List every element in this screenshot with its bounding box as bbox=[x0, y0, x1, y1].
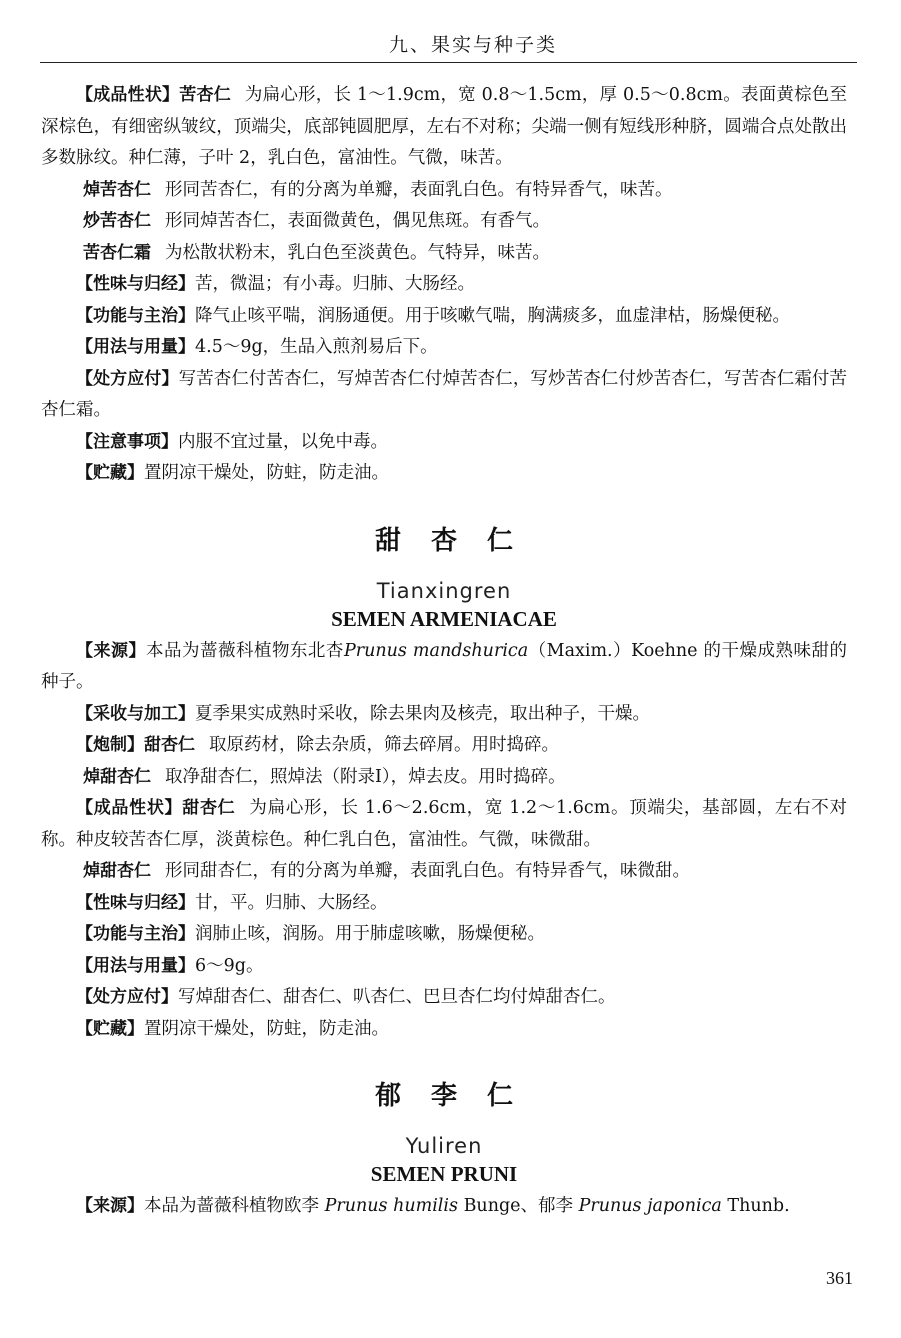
paragraph bbox=[41, 762, 847, 794]
herb-name: 甜杏仁 bbox=[144, 735, 195, 755]
section-tag: 【采收与加工】 bbox=[76, 703, 195, 724]
herb-name: 焯苦杏仁 bbox=[83, 179, 151, 200]
header-title: 九、果实与种子类 bbox=[388, 34, 557, 56]
paragraph-text: 取原药材，除去杂质，筛去碎屑。用时捣碎。 bbox=[209, 735, 559, 755]
paragraph bbox=[41, 269, 847, 301]
section-tag: 【注意事项】 bbox=[76, 431, 178, 452]
section-tag: 【用法与用量】 bbox=[76, 337, 195, 357]
paragraph-text: 写焯甜杏仁、甜杏仁、叭杏仁、巴旦杏仁均付焯甜杏仁。 bbox=[178, 987, 616, 1007]
paragraph bbox=[41, 888, 847, 920]
paragraph bbox=[41, 1191, 847, 1223]
paragraph bbox=[41, 730, 847, 762]
paragraph-text: 甘，平。归肺、大肠经。 bbox=[195, 892, 388, 913]
section-tag: 【贮藏】 bbox=[76, 463, 144, 483]
paragraph bbox=[41, 80, 847, 175]
monograph-pinyin: Tianxingren bbox=[376, 578, 512, 603]
paragraph bbox=[41, 982, 847, 1014]
section-tag: 【性味与归经】 bbox=[76, 274, 195, 294]
paragraph-text: 降气止咳平喘，润肠通便。用于咳嗽气喘，胸满痰多，血虚津枯，肠燥便秘。 bbox=[195, 305, 790, 326]
herb-name: 甜杏仁 bbox=[182, 798, 236, 818]
section-tag: 【来源】 bbox=[76, 640, 146, 661]
herb-name: 苦杏仁霜 bbox=[83, 242, 151, 263]
paragraph bbox=[41, 301, 847, 333]
section-tag: 【成品性状】 bbox=[76, 798, 183, 818]
paragraph-text: 写苦杏仁付苦杏仁，写焯苦杏仁付焯苦杏仁，写炒苦杏仁付炒苦杏仁，写苦杏仁霜付苦杏仁霜。 bbox=[41, 368, 848, 420]
running-header bbox=[40, 26, 857, 63]
paragraph bbox=[41, 793, 847, 856]
section-tag: 【炮制】 bbox=[76, 735, 144, 755]
paragraph-text: 为扁心形，长 1.6～2.6cm，宽 1.2～1.6cm。顶端尖，基部圆，左右不对称。种皮较苦杏仁厚，淡黄棕色。种仁乳白色，富油性。气微，味微甜。 bbox=[41, 798, 848, 850]
section-tag: 【处方应付】 bbox=[76, 368, 179, 389]
section-tag: 【贮藏】 bbox=[76, 1018, 144, 1039]
paragraph-text: 取净甜杏仁，照焯法（附录Ⅰ），焯去皮。用时捣碎。 bbox=[165, 766, 566, 787]
page-number: 361 bbox=[826, 1268, 853, 1288]
monograph-pinyin: Yuliren bbox=[405, 1134, 483, 1158]
page-content bbox=[41, 80, 847, 1223]
section-tag: 【来源】 bbox=[76, 1196, 144, 1216]
paragraph bbox=[41, 856, 847, 888]
latin-species-name: Prunus humilis bbox=[324, 1196, 458, 1216]
latin-species-name: Prunus mandshurica bbox=[343, 640, 529, 661]
herb-name: 苦杏仁 bbox=[179, 85, 231, 105]
paragraph bbox=[41, 919, 847, 951]
paragraph-text: 夏季果实成熟时采收，除去果肉及核壳，取出种子，干燥。 bbox=[195, 703, 650, 724]
monograph-latin-name: SEMEN PRUNI bbox=[370, 1162, 518, 1186]
paragraph bbox=[41, 238, 847, 270]
monograph-latin-name: SEMEN ARMENIACAE bbox=[331, 606, 557, 631]
paragraph bbox=[41, 364, 847, 427]
section-tag: 【功能与主治】 bbox=[76, 924, 195, 944]
paragraph-text: 本品为蔷薇科植物东北杏 bbox=[145, 640, 344, 661]
section-tag: 【用法与用量】 bbox=[76, 955, 195, 976]
paragraph-text: 内服不宜过量，以免中毒。 bbox=[178, 431, 388, 452]
paragraph bbox=[41, 699, 847, 731]
paragraph-text: Bunge、郁李 bbox=[463, 1196, 574, 1216]
paragraph-text: 苦，微温；有小毒。归肺、大肠经。 bbox=[195, 274, 475, 294]
monograph-title: 郁李仁 bbox=[374, 1081, 543, 1111]
paragraph-text: Thunb. bbox=[727, 1196, 790, 1216]
paragraph-text: 4.5～9g，生品入煎剂易后下。 bbox=[195, 337, 438, 357]
section-tag: 【功能与主治】 bbox=[76, 305, 195, 326]
herb-name: 炒苦杏仁 bbox=[83, 211, 151, 231]
paragraph-text: （Maxim.）Koehne 的干燥成熟味甜的种子。 bbox=[41, 640, 848, 692]
paragraph-text: 本品为蔷薇科植物欧李 bbox=[144, 1196, 319, 1216]
paragraph bbox=[41, 175, 847, 207]
herb-name: 焯甜杏仁 bbox=[83, 766, 151, 787]
paragraph bbox=[41, 427, 847, 459]
paragraph-text: 为松散状粉末，乳白色至淡黄色。气特异，味苦。 bbox=[165, 242, 550, 263]
paragraph bbox=[41, 636, 847, 699]
paragraph bbox=[41, 206, 847, 238]
paragraph-text: 为扁心形，长 1～1.9cm，宽 0.8～1.5cm，厚 0.5～0.8cm。表面黄棕色至深棕色，有细密纵皱纹，顶端尖，底部钝圆肥厚，左右不对称；尖端一侧有短线形种脐，圆端合点处散出多数脉纹。种仁薄，子叶 2，乳白色，富油性。气微，味苦。 bbox=[41, 85, 848, 168]
paragraph-text: 润肺止咳，润肠。用于肺虚咳嗽，肠燥便秘。 bbox=[195, 924, 545, 944]
paragraph-text: 置阴凉干燥处，防蛀，防走油。 bbox=[144, 1018, 389, 1039]
paragraph bbox=[41, 332, 847, 364]
paragraph-text: 形同焯苦杏仁，表面微黄色，偶见焦斑。有香气。 bbox=[165, 211, 550, 231]
paragraph-text: 形同苦杏仁，有的分离为单瓣，表面乳白色。有特异香气，味苦。 bbox=[165, 179, 673, 200]
paragraph-text: 形同甜杏仁，有的分离为单瓣，表面乳白色。有特异香气，味微甜。 bbox=[165, 861, 690, 881]
paragraph-text: 6～9g。 bbox=[195, 955, 264, 976]
section-tag: 【成品性状】 bbox=[76, 85, 180, 105]
paragraph bbox=[41, 1014, 847, 1046]
section-tag: 【性味与归经】 bbox=[76, 892, 195, 913]
paragraph bbox=[41, 458, 847, 490]
herb-name: 焯甜杏仁 bbox=[83, 861, 151, 881]
monograph-title: 甜杏仁 bbox=[374, 525, 543, 556]
paragraph bbox=[41, 951, 847, 983]
paragraph-text: 置阴凉干燥处，防蛀，防走油。 bbox=[144, 463, 389, 483]
section-tag: 【处方应付】 bbox=[76, 987, 178, 1007]
latin-species-name: Prunus japonica bbox=[578, 1196, 722, 1216]
